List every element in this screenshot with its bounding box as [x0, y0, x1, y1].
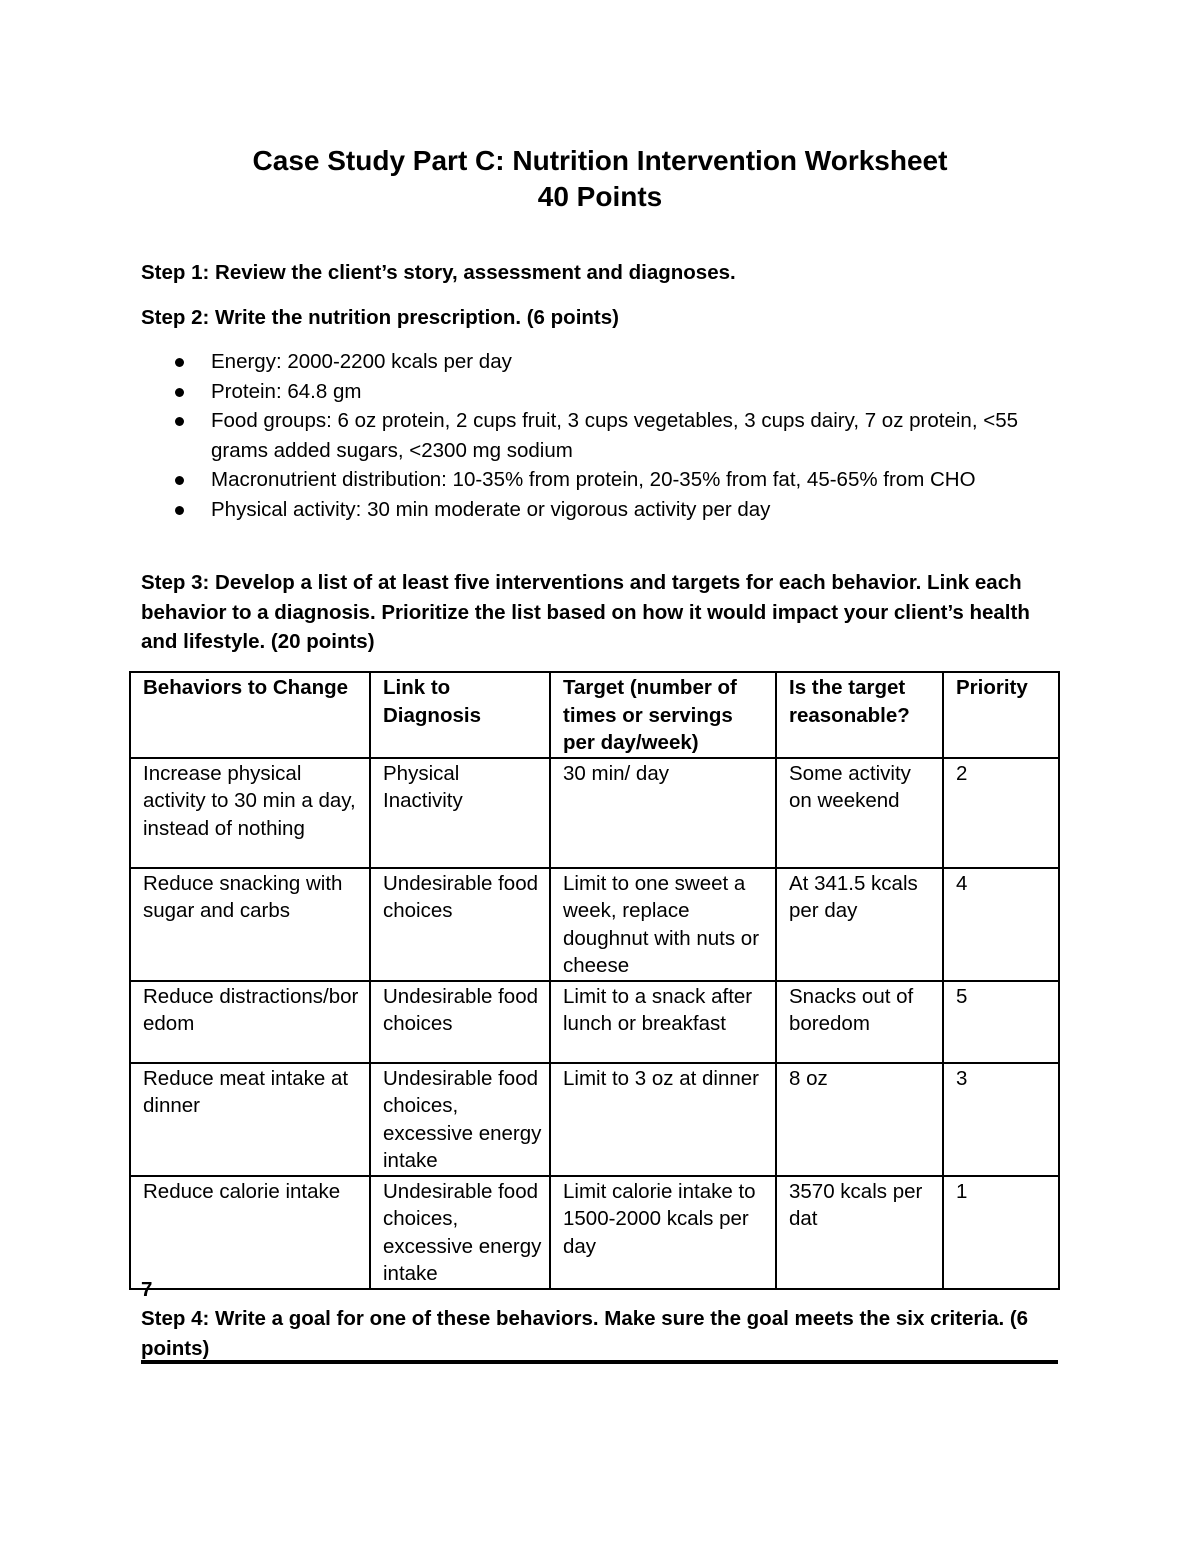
prescription-text: Physical activity: 30 min moderate or vigorous activity per day [211, 497, 771, 521]
page-title: Case Study Part C: Nutrition Intervention Worksheet [252, 145, 948, 176]
cell-priority: 1 [943, 1176, 1059, 1289]
prescription-text: Macronutrient distribution: 10-35% from protein, 20-35% from fat, 45-65% from CHO [211, 468, 976, 491]
cell-target: Limit to a snack after lunch or breakfast [550, 981, 776, 1063]
prescription-item [141, 347, 1041, 377]
table-row [130, 1176, 1059, 1289]
table-row [130, 1063, 1059, 1176]
cell-priority: 3 [943, 1063, 1059, 1176]
table-row [130, 868, 1059, 981]
cell-behavior: Reduce meat intake at dinner [130, 1063, 370, 1176]
header-link-to-diagnosis: Link to Diagnosis [370, 672, 550, 758]
interventions-table [129, 671, 1060, 1290]
table-row [130, 758, 1059, 868]
cell-behavior: Reduce calorie intake [130, 1176, 370, 1289]
prescription-text: Protein: 64.8 gm [211, 379, 362, 403]
cell-behavior: Reduce distractions/boredom [130, 981, 370, 1063]
cell-target: 30 min/ day [550, 758, 776, 868]
cell-priority: 4 [943, 868, 1059, 981]
page-points: 40 Points [537, 181, 663, 212]
step-4-heading: Step 4: Write a goal for one of these behaviors. Make sure the goal meets the six criteria. (6 points) [141, 1307, 1029, 1360]
cell-target: Limit to 3 oz at dinner [550, 1063, 776, 1176]
table-row [130, 981, 1059, 1063]
cell-diagnosis: Undesirable food choices, excessive energy intake [370, 1176, 550, 1289]
prescription-item [141, 465, 1041, 495]
prescription-item [141, 495, 1041, 525]
cell-priority: 5 [943, 981, 1059, 1063]
prescription-item [141, 406, 1041, 465]
cell-diagnosis: Physical Inactivity [370, 758, 550, 868]
prescription-text: Energy: 2000-2200 kcals per day [211, 350, 512, 373]
cell-reasonable: Snacks out of boredom [776, 981, 943, 1063]
cell-diagnosis: Undesirable food choices [370, 981, 550, 1063]
table-header-row [130, 672, 1059, 758]
cell-behavior: Reduce snacking with sugar and carbs [130, 868, 370, 981]
prescription-list [141, 347, 1041, 524]
cell-target: Limit to one sweet a week, replace doughnut with nuts or cheese [550, 868, 776, 981]
header-target: Target (number of times or servings per day/week) [550, 672, 776, 758]
header-behaviors: Behaviors to Change [130, 672, 370, 758]
cell-reasonable: 3570 kcals per dat [776, 1176, 943, 1289]
bullet-icon [175, 388, 184, 397]
header-priority: Priority [943, 672, 1059, 758]
cell-reasonable: At 341.5 kcals per day [776, 868, 943, 981]
horizontal-rule [141, 1360, 1058, 1364]
bullet-icon [175, 358, 184, 367]
step-2-heading: Step 2: Write the nutrition prescription. (6 points) [141, 306, 619, 329]
cell-behavior: Increase physical activity to 30 min a day, instead of nothing [130, 758, 370, 868]
step-3-heading: Step 3: Develop a list of at least five interventions and targets for each behavior. Link each behavior to a diagnosis. Prioritize the list based on how it would impact your client’s health and lifestyle. (20 points) [141, 571, 1030, 653]
cell-reasonable: 8 oz [776, 1063, 943, 1176]
cell-target: Limit calorie intake to 1500-2000 kcals per day [550, 1176, 776, 1289]
cell-diagnosis: Undesirable food choices, excessive energy intake [370, 1063, 550, 1176]
header-reasonable: Is the target reasonable? [776, 672, 943, 758]
bullet-icon [175, 506, 184, 515]
bullet-icon [175, 417, 184, 426]
bullet-icon [175, 476, 184, 485]
cell-priority: 2 [943, 758, 1059, 868]
cell-reasonable: Some activity on weekend [776, 758, 943, 868]
prescription-item [141, 377, 1041, 407]
step-1-heading: Step 1: Review the client’s story, assessment and diagnoses. [141, 261, 736, 284]
cell-diagnosis: Undesirable food choices [370, 868, 550, 981]
prescription-text: Food groups: 6 oz protein, 2 cups fruit, 3 cups vegetables, 3 cups dairy, 7 oz protein, <55 grams added sugars, <2300 mg sodium [211, 409, 1018, 462]
page-number: 7 [141, 1278, 153, 1301]
